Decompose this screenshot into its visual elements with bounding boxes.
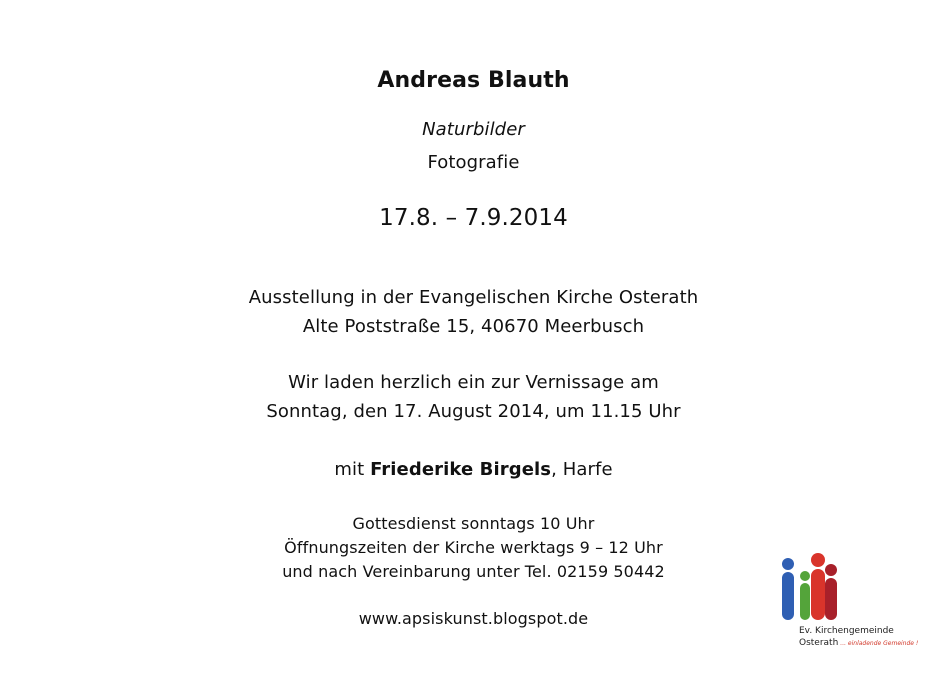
church-logo — [773, 550, 933, 660]
church-logo-icon — [779, 550, 849, 622]
service-times: Gottesdienst sonntags 10 Uhr — [352, 514, 595, 533]
exhibition-medium: Fotografie — [427, 152, 520, 173]
logo-figure-red-body — [811, 569, 825, 620]
exhibition-dates: 17.8. – 7.9.2014 — [379, 205, 568, 231]
exhibition-subtitle: Naturbilder — [422, 119, 525, 140]
music-instrument: , Harfe — [551, 459, 613, 480]
logo-figure-green-head — [800, 571, 810, 581]
invitation-line-1: Wir laden herzlich ein zur Vernissage am — [288, 372, 659, 393]
logo-place — [799, 638, 918, 648]
logo-figure-green-body — [800, 583, 810, 620]
invitation-line-2: Sonntag, den 17. August 2014, um 11.15 Uhr — [266, 401, 681, 422]
musician-name: Friederike Birgels — [370, 459, 552, 480]
logo-figure-darkred-body — [825, 578, 837, 620]
logo-figure-blue-head — [782, 558, 794, 570]
logo-figure-blue-body — [782, 572, 794, 620]
logo-figure-darkred-head — [825, 564, 837, 576]
opening-hours: Öffnungszeiten der Kirche werktags 9 – 12 Uhr — [284, 538, 663, 557]
logo-figure-red-head — [811, 553, 825, 567]
music-prefix: mit — [334, 459, 371, 480]
exhibition-location: Ausstellung in der Evangelischen Kirche Osterath — [248, 287, 699, 308]
exhibition-address: Alte Poststraße 15, 40670 Meerbusch — [302, 316, 645, 337]
website-link[interactable]: www.apsiskunst.blogspot.de — [358, 609, 589, 628]
appointment-contact: und nach Vereinbarung unter Tel. 02159 50442 — [282, 562, 665, 581]
logo-place-text: Osterath — [799, 638, 839, 648]
music-line — [0, 459, 947, 480]
logo-name: Ev. Kirchengemeinde — [799, 626, 894, 636]
logo-slogan: ... einladende Gemeinde ! — [840, 640, 919, 647]
artist-name: Andreas Blauth — [377, 68, 570, 93]
